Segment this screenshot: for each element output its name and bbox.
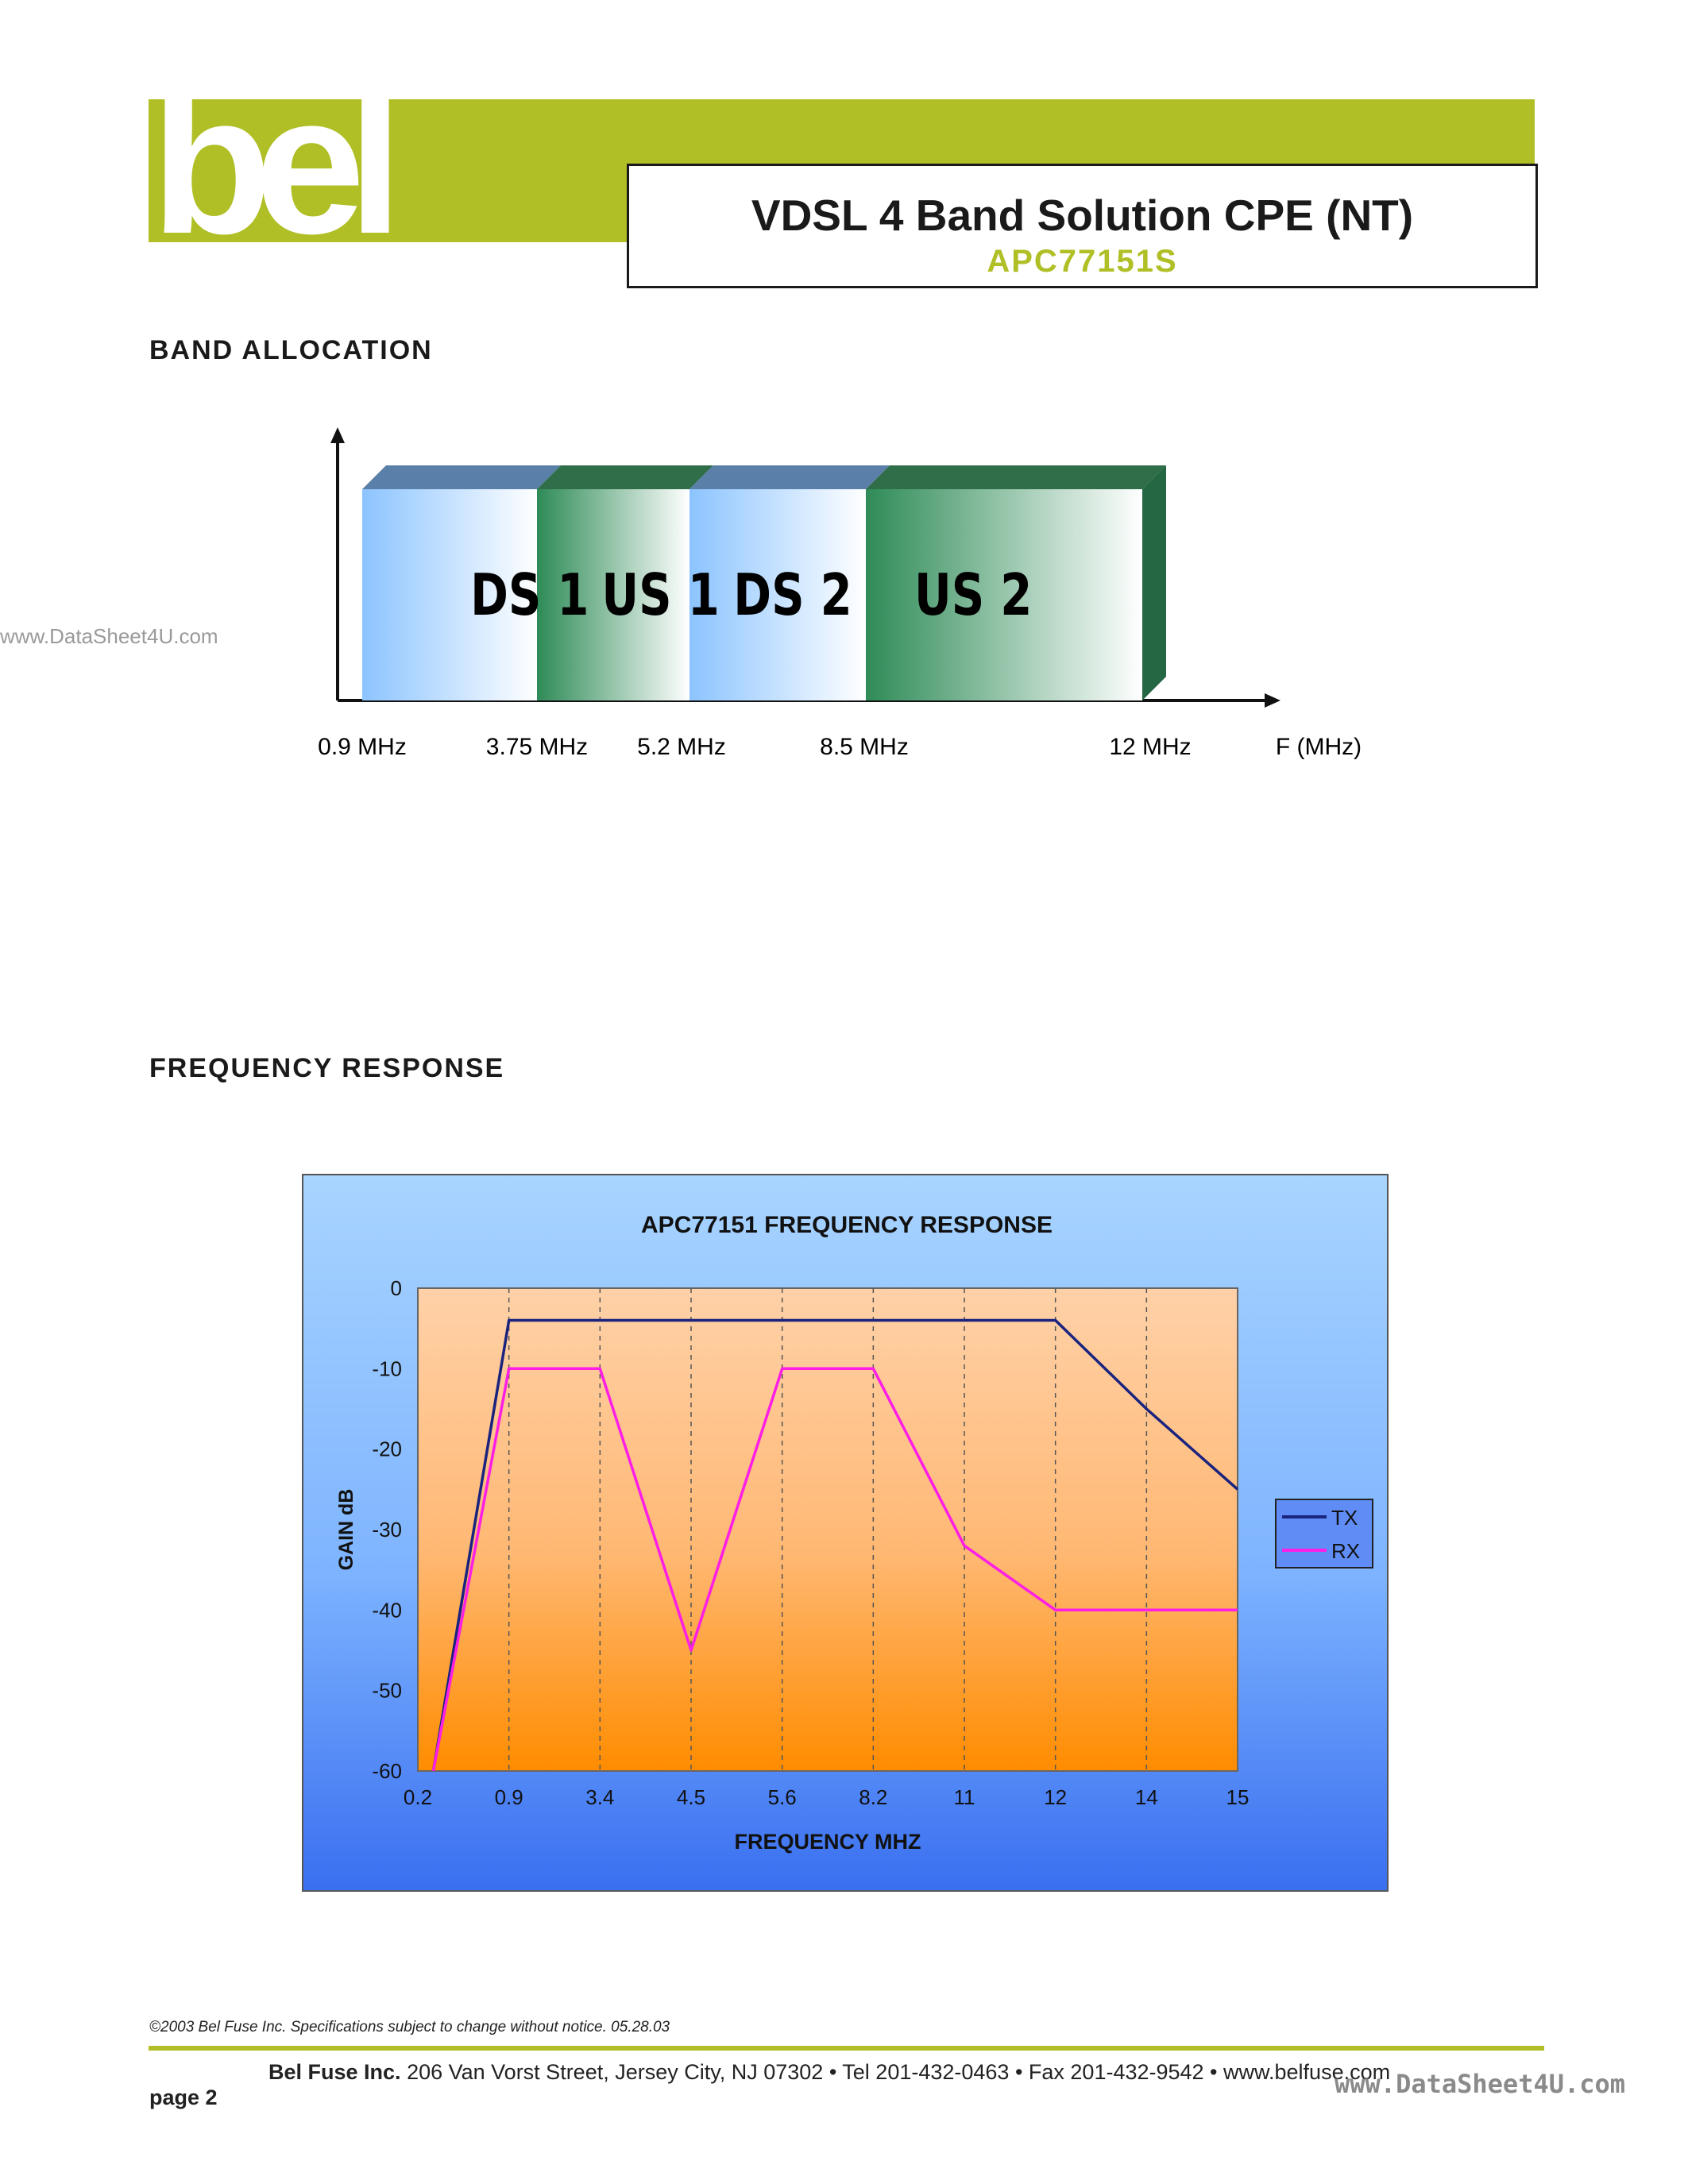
us2-side	[1142, 465, 1166, 700]
title-box	[627, 164, 1538, 288]
frequency-response-heading: FREQUENCY RESPONSE	[149, 1053, 505, 1083]
y-tick-label: -10	[372, 1356, 402, 1381]
band-allocation-diagram	[302, 421, 1398, 770]
y-axis-arrow	[330, 427, 345, 443]
copyright-note: ©2003 Bel Fuse Inc. Specifications subject to change without notice. 05.28.03	[149, 2019, 670, 2035]
band-axis-label: F (MHz)	[1275, 734, 1362, 760]
band-label-us2: US 2	[914, 561, 1033, 629]
frequency-response-chart	[303, 1175, 1387, 1890]
x-tick-label: 11	[953, 1785, 975, 1809]
chart-panel	[302, 1174, 1389, 1892]
watermark-left: www.DataSheet4U.com	[0, 624, 218, 648]
x-tick-label: 14	[1134, 1785, 1158, 1809]
page-number: page 2	[149, 2086, 218, 2109]
bel-logo: bel	[151, 53, 386, 275]
band-tick-1: 3.75 MHz	[485, 734, 589, 760]
x-tick-label: 4.5	[676, 1785, 706, 1809]
y-tick-label: -40	[372, 1598, 402, 1623]
document-title: VDSL 4 Band Solution CPE (NT)	[751, 191, 1414, 240]
watermark-right: www.DataSheet4U.com	[1335, 2069, 1626, 2099]
x-tick-label: 5.6	[767, 1785, 797, 1809]
footer-address-line	[268, 2060, 1390, 2085]
footer-address: 206 Van Vorst Street, Jersey City, NJ 07302 • Tel 201-432-0463 • Fax 201-432-9542 • www.belfuse.com	[400, 2060, 1391, 2084]
part-number: APC77151S	[987, 244, 1178, 279]
y-tick-label: 0	[390, 1276, 402, 1300]
y-tick-label: -30	[372, 1518, 402, 1542]
y-axis-label: GAIN dB	[335, 1488, 357, 1571]
us1-top	[537, 465, 713, 489]
x-tick-label: 15	[1226, 1785, 1250, 1809]
band-label-ds1: DS 1	[470, 561, 589, 629]
legend-label-tx: TX	[1331, 1506, 1358, 1530]
plot-area	[418, 1288, 1238, 1771]
band-tick-2: 5.2 MHz	[637, 734, 726, 760]
band-label-us1: US 1	[601, 561, 720, 629]
x-tick-label: 0.9	[494, 1785, 523, 1809]
us2-top	[866, 465, 1166, 489]
y-tick-label: -50	[372, 1678, 402, 1703]
band-tick-3: 8.5 MHz	[820, 734, 909, 760]
x-tick-label: 3.4	[585, 1785, 615, 1809]
x-axis-arrow	[1265, 693, 1280, 708]
x-tick-label: 0.2	[403, 1785, 433, 1809]
y-tick-label: -60	[372, 1759, 402, 1783]
footer-company: Bel Fuse Inc.	[268, 2060, 401, 2084]
band-allocation-heading: BAND ALLOCATION	[149, 335, 433, 365]
band-tick-0: 0.9 MHz	[318, 734, 407, 760]
chart-legend	[1276, 1499, 1373, 1568]
ds2-top	[689, 465, 890, 489]
band-label-ds2: DS 2	[733, 561, 852, 629]
chart-title: APC77151 FREQUENCY RESPONSE	[641, 1212, 1053, 1238]
x-tick-label: 8.2	[859, 1785, 888, 1809]
x-axis-label: FREQUENCY MHZ	[734, 1830, 921, 1854]
legend-label-rx: RX	[1331, 1539, 1361, 1563]
x-tick-label: 12	[1044, 1785, 1068, 1809]
footer-divider	[149, 2046, 1544, 2051]
band-tick-4: 12 MHz	[1109, 734, 1192, 760]
ds1-top	[362, 465, 561, 489]
y-tick-label: -20	[372, 1437, 402, 1461]
